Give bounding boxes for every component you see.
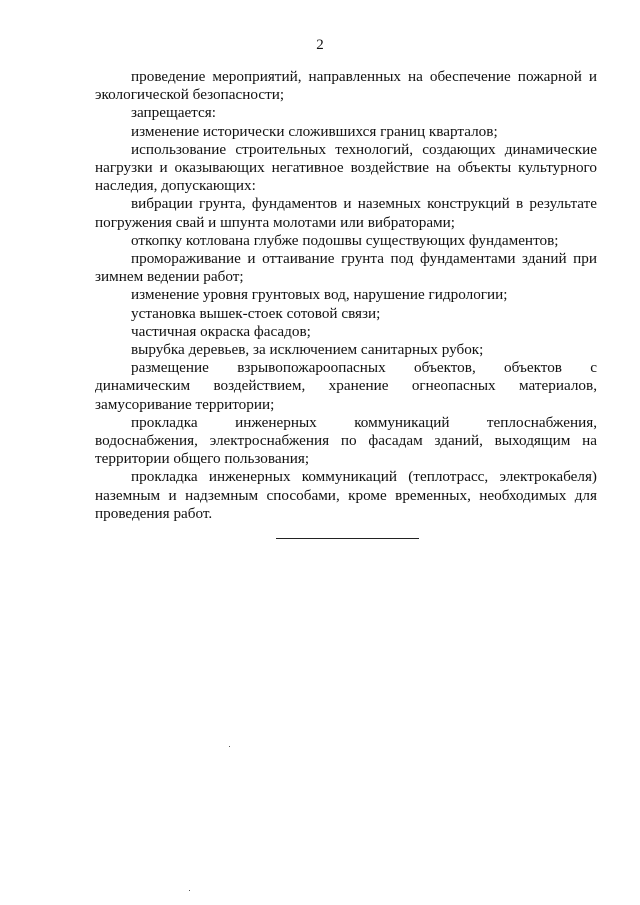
scan-speck bbox=[189, 890, 190, 891]
separator-line bbox=[276, 538, 419, 539]
paragraph: прокладка инженерных коммуникаций теплоснабжения, водоснабжения, электроснабжения по фасадам зданий, выходящим на территории общего пользования; bbox=[95, 413, 597, 468]
paragraph: откопку котлована глубже подошвы существующих фундаментов; bbox=[131, 231, 559, 249]
page-number: 2 bbox=[316, 37, 324, 53]
paragraph: изменение уровня грунтовых вод, нарушение гидрологии; bbox=[131, 286, 508, 304]
paragraph: частичная окраска фасадов; bbox=[131, 322, 311, 340]
paragraph: изменение исторически сложившихся границ кварталов; bbox=[131, 122, 498, 140]
paragraph: установка вышек-стоек сотовой связи; bbox=[131, 304, 381, 322]
body-text bbox=[95, 68, 597, 523]
scan-speck bbox=[229, 746, 230, 747]
paragraph: проведение мероприятий, направленных на обеспечение пожарной и экологической безопасности; bbox=[95, 68, 597, 104]
paragraph: прокладка инженерных коммуникаций (теплотрасс, электрокабеля) наземным и надземным способами, кроме временных, необходимых для проведения работ. bbox=[95, 468, 597, 522]
paragraph: запрещается: bbox=[131, 104, 216, 122]
paragraph: размещение взрывопожароопасных объектов, объектов с динамическим воздействием, хранение огнеопасных материалов, замусоривание территории; bbox=[95, 359, 597, 413]
paragraph: использование строительных технологий, создающих динамические нагрузки и оказывающих негативное воздействие на объекты культурного наследия, допускающих: bbox=[95, 140, 597, 195]
paragraph: вырубка деревьев, за исключением санитарных рубок; bbox=[131, 341, 484, 359]
paragraph: промораживание и оттаивание грунта под фундаментами зданий при зимнем ведении работ; bbox=[95, 250, 597, 286]
paragraph: вибрации грунта, фундаментов и наземных конструкций в результате погружения свай и шпунта молотами или вибраторами; bbox=[95, 195, 597, 231]
